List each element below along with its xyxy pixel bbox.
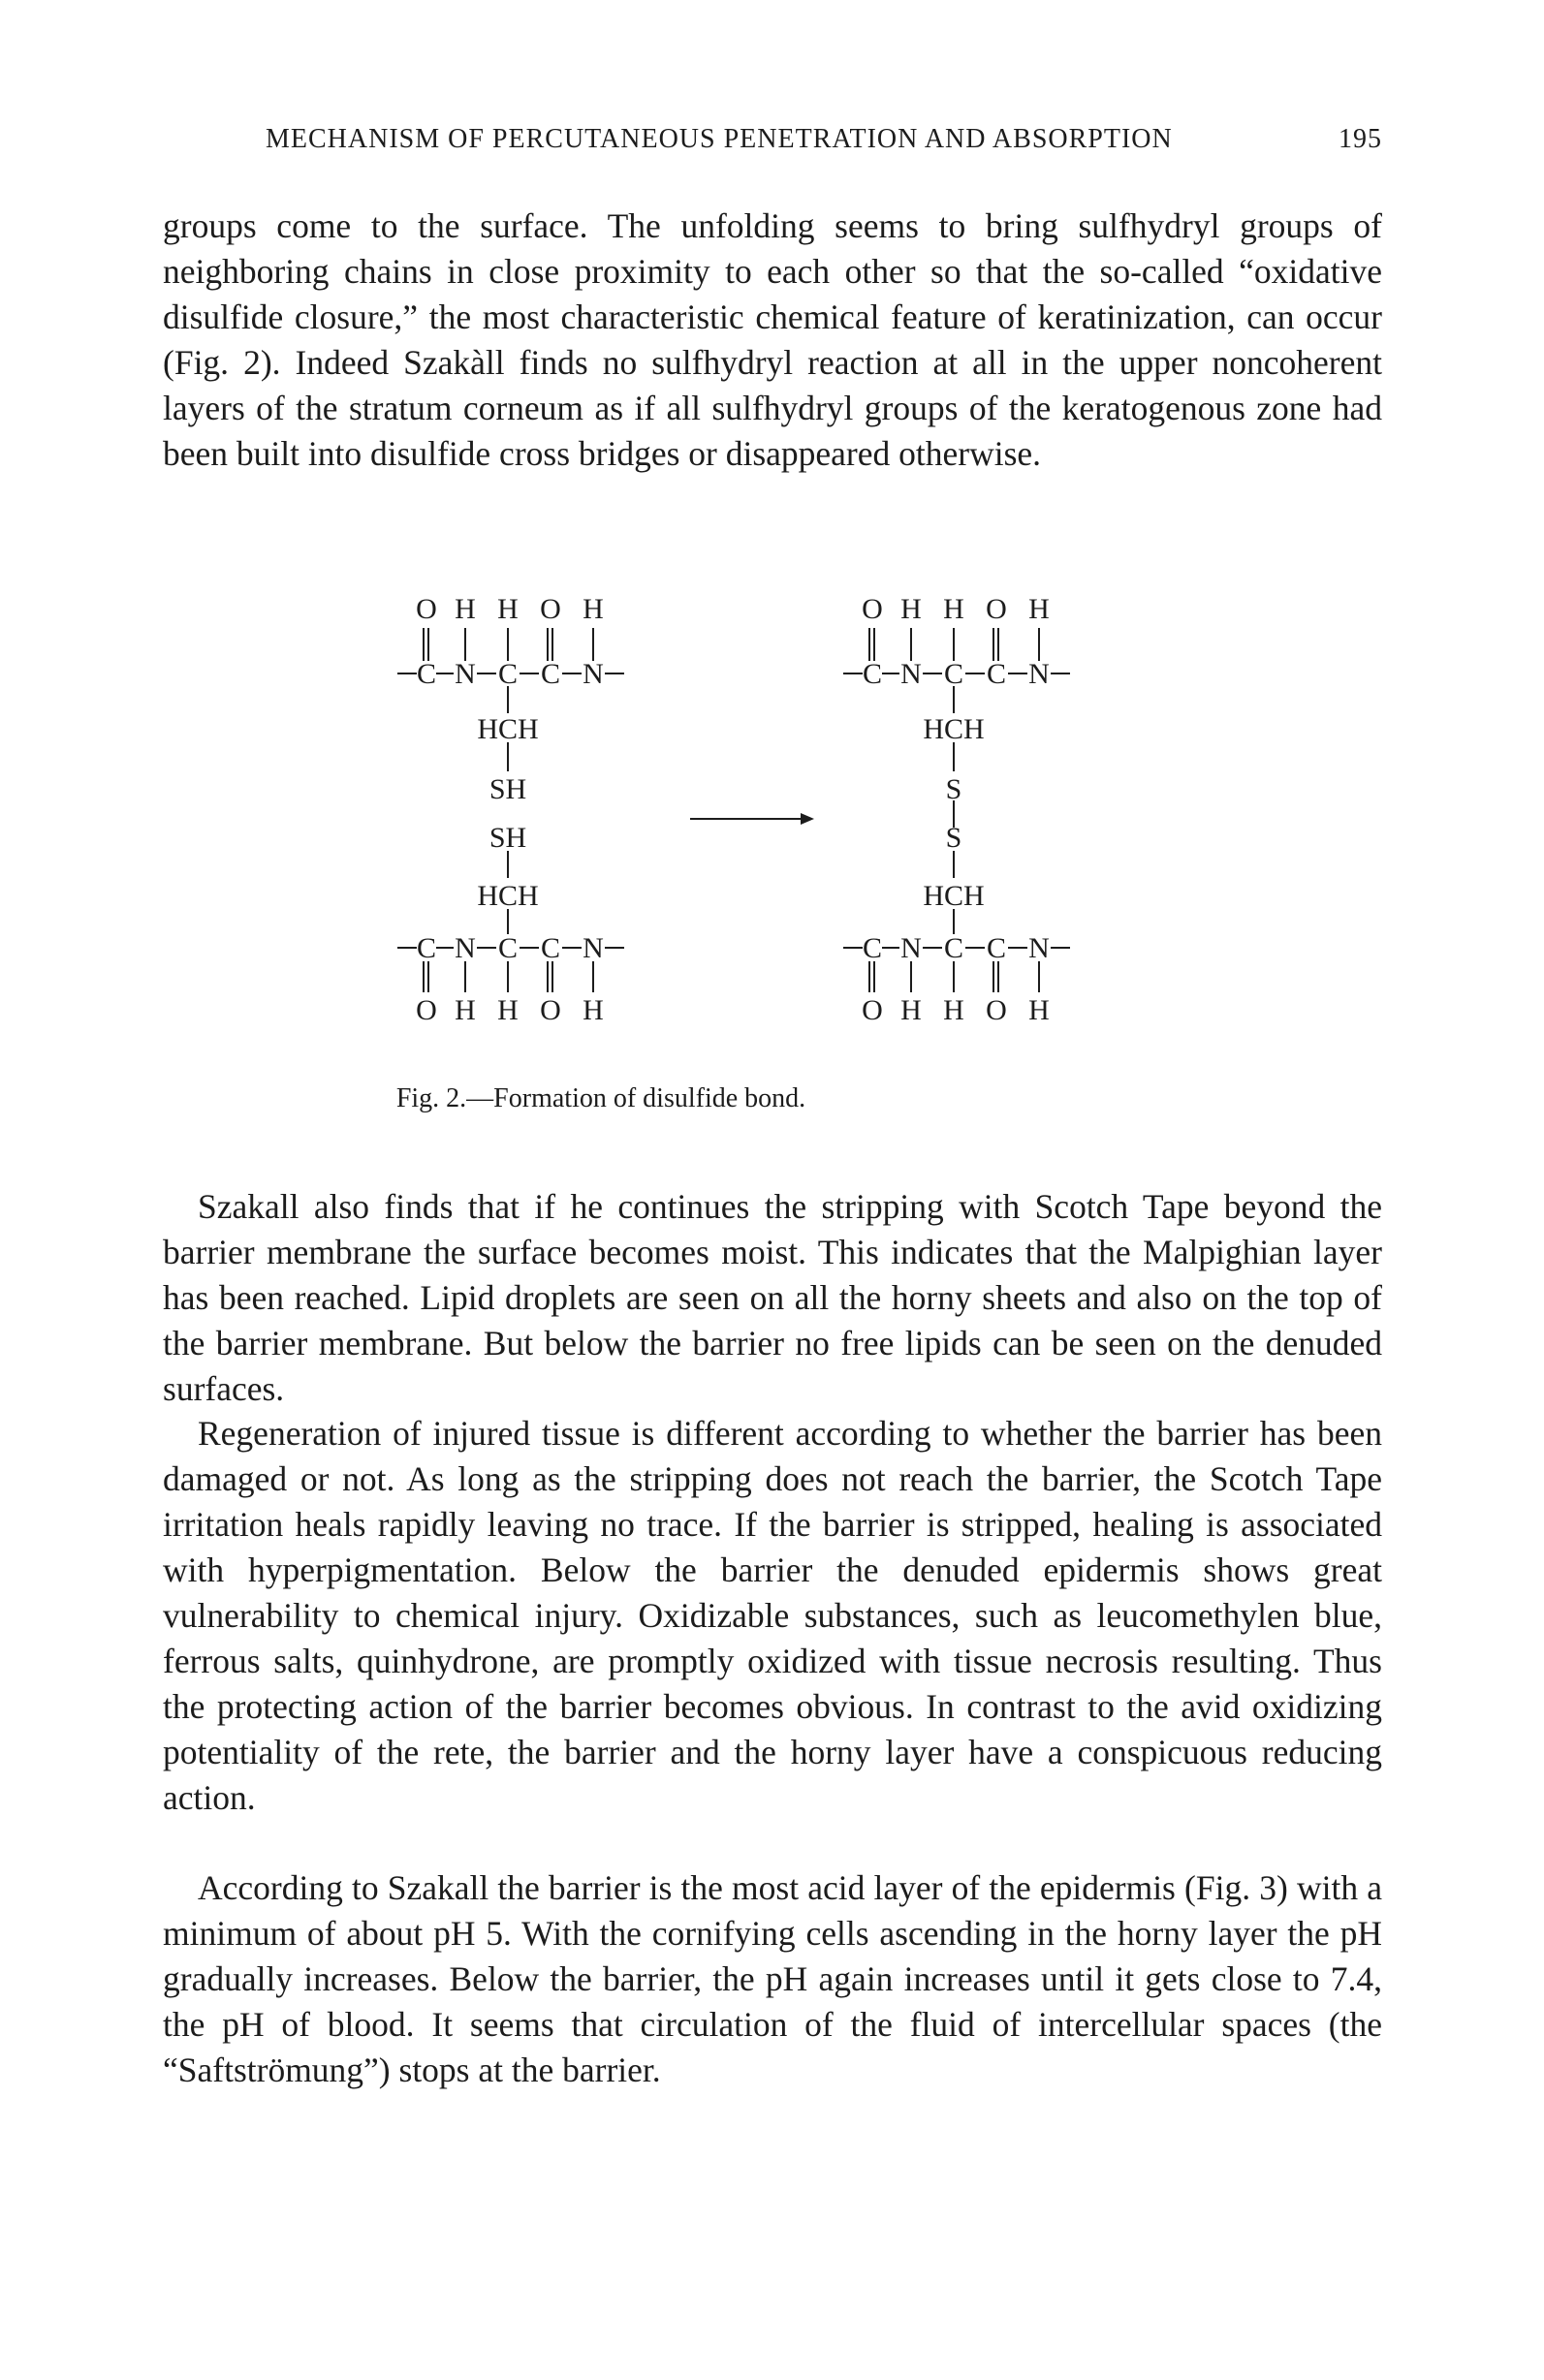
- atom-label: C: [986, 658, 1007, 690]
- atom-label: H: [900, 994, 922, 1026]
- paragraph-3: Regeneration of injured tissue is different according to whether the barrier has been damaged or not. As long as the stripping does not reach the barrier, the Scotch Tape irritation heals rapidly leaving no trace. If the barrier is stripped, healing is associated with hyperpigmentation. Below the barrier the denuded epidermis shows great vulnerability to chemical injury. Oxidizable substances, such as leucomethylen blue, ferrous salts, quinhydrone, are promptly oxidized with tissue necrosis resulting. Thus the protecting action of the barrier becomes obvious. In contrast to the avid oxidizing potentiality of the rete, the barrier and the horny layer have a conspicuous reducing action.: [163, 1414, 1382, 1817]
- atom-label: H: [583, 593, 604, 625]
- group-label: S: [945, 773, 962, 805]
- disulfide-diagram: [378, 581, 1153, 1085]
- group-label: SH: [488, 773, 527, 805]
- atom-label: C: [497, 658, 519, 690]
- figure-caption: Fig. 2.—Formation of disulfide bond.: [395, 1083, 806, 1113]
- atom-label: N: [1028, 932, 1050, 964]
- atom-label: H: [455, 593, 476, 625]
- figure-disulfide-bond: [378, 581, 1153, 1124]
- atom-label: N: [583, 658, 604, 690]
- atom-label: O: [416, 994, 437, 1026]
- atom-label: H: [497, 593, 519, 625]
- atom-label: N: [1028, 658, 1050, 690]
- atom-label: C: [497, 932, 519, 964]
- atom-label: H: [1028, 593, 1050, 625]
- atom-label: C: [862, 658, 883, 690]
- atom-label: H: [1028, 994, 1050, 1026]
- atom-label: C: [416, 932, 437, 964]
- atom-label: H: [943, 593, 964, 625]
- atom-label: O: [862, 593, 883, 625]
- atom-label: N: [900, 932, 922, 964]
- arrow-head-icon: [801, 813, 814, 825]
- atom-label: O: [986, 593, 1007, 625]
- atom-label: N: [583, 932, 604, 964]
- page-number: 195: [1339, 124, 1382, 154]
- atom-label: C: [943, 932, 964, 964]
- atom-label: H: [900, 593, 922, 625]
- paragraph-2: Szakall also finds that if he continues the stripping with Scotch Tape beyond the barrier membrane the surface becomes moist. This indicates that the Malpighian layer has been reached. Lipid droplets are seen on all the horny sheets and also on the top of the barrier membrane. But below the barrier no free lipids can be seen on the denuded surfaces.: [163, 1187, 1382, 1408]
- atom-label: O: [540, 593, 561, 625]
- group-label: SH: [488, 822, 527, 854]
- atom-label: O: [986, 994, 1007, 1026]
- group-label: HCH: [923, 880, 985, 912]
- atom-label: N: [455, 658, 476, 690]
- atom-label: C: [540, 932, 561, 964]
- left-molecule: [416, 593, 604, 1026]
- group-label: S: [945, 822, 962, 854]
- atom-label: O: [416, 593, 437, 625]
- atom-label: C: [986, 932, 1007, 964]
- right-molecule: [862, 593, 1050, 1026]
- atom-label: H: [497, 994, 519, 1026]
- group-label: HCH: [923, 713, 985, 745]
- paragraph-1: groups come to the surface. The unfolding seems to bring sulfhydryl groups of neighboring chains in close proximity to each other so that the so-called “oxidative disulfide closure,” the most characteristic chemical feature of keratinization, can occur (Fig. 2). Indeed Szakàll finds no sulfhydryl reaction at all in the upper noncoherent layers of the stratum corneum as if all sulfhydryl groups of the keratogenous zone had been built into disulfide cross bridges or disappeared otherwise.: [163, 206, 1382, 473]
- atom-label: C: [862, 932, 883, 964]
- atom-label: C: [943, 658, 964, 690]
- group-label: HCH: [477, 880, 539, 912]
- atom-label: O: [540, 994, 561, 1026]
- running-title: MECHANISM OF PERCUTANEOUS PENETRATION AND ABSORPTION: [266, 124, 1173, 154]
- paragraph-4: According to Szakall the barrier is the most acid layer of the epidermis (Fig. 3) with a minimum of about pH 5. With the cornifying cells ascending in the horny layer the pH gradually increases. Below the barrier, the pH again increases until it gets close to 7.4, the pH of blood. It seems that circulation of the fluid of intercellular spaces (the “Saftströmung”) stops at the barrier.: [163, 1868, 1382, 2089]
- group-label: HCH: [477, 713, 539, 745]
- running-header: [163, 124, 1382, 167]
- atom-label: N: [900, 658, 922, 690]
- atom-label: N: [455, 932, 476, 964]
- atom-label: C: [416, 658, 437, 690]
- atom-label: C: [540, 658, 561, 690]
- atom-label: H: [583, 994, 604, 1026]
- atom-label: H: [455, 994, 476, 1026]
- atom-label: O: [862, 994, 883, 1026]
- atom-label: H: [943, 994, 964, 1026]
